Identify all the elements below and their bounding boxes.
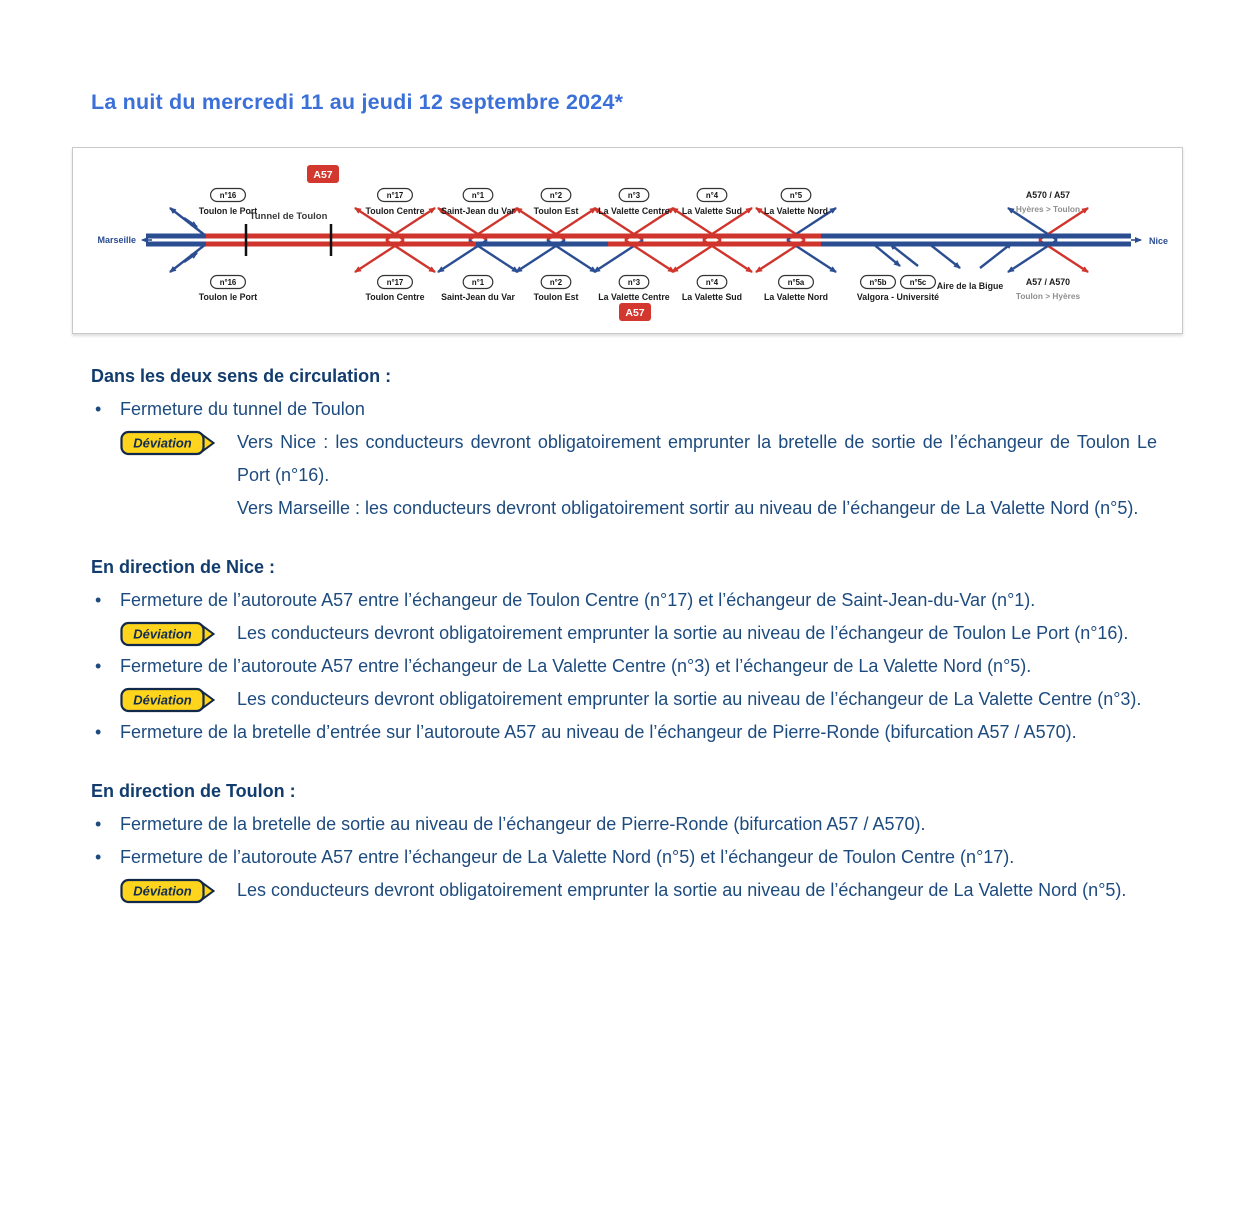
section-heading: En direction de Toulon :: [91, 781, 296, 801]
deviation-item: [120, 683, 1157, 716]
closure-item: [91, 650, 1157, 683]
exit-number-label: n°5c: [909, 278, 927, 287]
bifurcation-sublabel-top: Hyères > Toulon: [1015, 204, 1081, 214]
deviation-text: [237, 617, 1157, 650]
bullet-dot-icon: •: [95, 722, 102, 742]
exit-number-label: n°2: [549, 278, 563, 287]
bullet-dot-icon: •: [95, 814, 102, 834]
interchange-label-top: Saint-Jean du Var: [441, 206, 515, 216]
deviation-item: [120, 426, 1157, 525]
exit-number-label: n°17: [386, 191, 404, 200]
page-title: La nuit du mercredi 11 au jeudi 12 septembre 2024*: [91, 90, 624, 114]
interchange-label-top: Toulon Centre: [365, 206, 425, 216]
bifurcation-label-top: A570 / A57: [1025, 190, 1071, 200]
exit-number-label: n°4: [705, 278, 719, 287]
interchange-label-bottom: Saint-Jean du Var: [441, 292, 515, 302]
deviation-badge: [120, 621, 216, 647]
closure-sections: [91, 360, 1157, 907]
ramp-line: [980, 243, 1012, 268]
bullet-dot-icon: •: [95, 399, 102, 419]
exit-number-label: n°16: [219, 278, 237, 287]
exit-number-label: n°3: [627, 191, 641, 200]
closure-item: [91, 716, 1157, 749]
deviation-paragraph: Les conducteurs devront obligatoirement emprunter la sortie au niveau de l’échangeur de La Valette Nord (n°5).: [237, 880, 1127, 900]
closure-item: [91, 584, 1157, 617]
interchange-label-top: La Valette Sud: [681, 206, 743, 216]
exit-number-label: n°17: [386, 278, 404, 287]
interchange-label-bottom: Valgora - Université: [856, 292, 940, 302]
deviation-badge-label: Déviation: [133, 692, 192, 708]
section-heading: En direction de Nice :: [91, 557, 276, 577]
ramp-line: [184, 218, 197, 227]
deviation-badge-label: Déviation: [133, 435, 192, 451]
a57-badge-label: A57: [313, 169, 333, 181]
exit-number-label: n°1: [471, 191, 485, 200]
deviation-text: [237, 426, 1157, 525]
bullet-dot-icon: •: [95, 590, 102, 610]
interchange-label-top: La Valette Centre: [598, 206, 670, 216]
closure-text: Fermeture de l’autoroute A57 entre l’échangeur de La Valette Centre (n°3) et l’échangeur de La Valette Nord (n°5).: [120, 656, 1032, 676]
exit-number-label: n°5: [789, 191, 803, 200]
closure-item: [91, 393, 1157, 426]
interchange-label-bottom: Toulon le Port: [198, 292, 258, 302]
closure-text: Fermeture du tunnel de Toulon: [120, 399, 365, 419]
interchange-label-bottom: La Valette Centre: [598, 292, 670, 302]
deviation-item: [120, 874, 1157, 907]
interchange-label-top: Toulon Est: [533, 206, 579, 216]
closure-item: [91, 841, 1157, 874]
closure-item: [91, 808, 1157, 841]
exit-number-label: n°5b: [869, 278, 887, 287]
highway-diagram: [72, 147, 1183, 334]
bullet-dot-icon: •: [95, 656, 102, 676]
endpoint-nice-label: Nice: [1149, 236, 1169, 246]
exit-number-label: n°2: [549, 191, 563, 200]
closure-text: Fermeture de l’autoroute A57 entre l’échangeur de Toulon Centre (n°17) et l’échangeur de Saint-Jean-du-Var (n°1).: [120, 590, 1036, 610]
exit-number-label: n°16: [219, 191, 237, 200]
deviation-paragraph: Vers Nice : les conducteurs devront obligatoirement emprunter la bretelle de sortie de l’échangeur de Toulon Le Port (n°16).: [237, 432, 1157, 485]
deviation-paragraph: Les conducteurs devront obligatoirement emprunter la sortie au niveau de l’échangeur de La Valette Centre (n°3).: [237, 689, 1142, 709]
deviation-badge: [120, 430, 216, 456]
deviation-paragraph: Les conducteurs devront obligatoirement emprunter la sortie au niveau de l’échangeur de Toulon Le Port (n°16).: [237, 623, 1129, 643]
bullet-dot-icon: •: [95, 847, 102, 867]
exit-number-label: n°4: [705, 191, 719, 200]
ramp-line: [184, 253, 197, 262]
closure-text: Fermeture de la bretelle de sortie au niveau de l’échangeur de Pierre-Ronde (bifurcation A57 / A570).: [120, 814, 926, 834]
deviation-badge-label: Déviation: [133, 883, 192, 899]
endpoint-marseille-label: Marseille: [97, 235, 136, 245]
rest-area-label: Aire de la Bigue: [936, 281, 1004, 291]
interchange-label-top: Toulon le Port: [198, 206, 258, 216]
bifurcation-label-bottom: A57 / A570: [1025, 277, 1071, 287]
interchange-label-bottom: La Valette Nord: [763, 292, 829, 302]
exit-number-label: n°3: [627, 278, 641, 287]
interchange-label-bottom: La Valette Sud: [681, 292, 743, 302]
deviation-text: [237, 874, 1157, 907]
interchange-label-bottom: Toulon Centre: [365, 292, 425, 302]
exit-number-label: n°1: [471, 278, 485, 287]
a57-badge-label: A57: [625, 307, 645, 319]
deviation-paragraph: Vers Marseille : les conducteurs devront obligatoirement sortir au niveau de l’échangeur de La Valette Nord (n°5).: [237, 498, 1139, 518]
interchange-label-top: La Valette Nord: [763, 206, 829, 216]
a57-diagram-svg: [73, 148, 1182, 333]
bifurcation-sublabel-bottom: Toulon > Hyères: [1015, 291, 1081, 301]
deviation-text: [237, 683, 1157, 716]
ramp-line: [928, 243, 960, 268]
interchange-label-bottom: Toulon Est: [533, 292, 579, 302]
deviation-badge: [120, 687, 216, 713]
closure-text: Fermeture de la bretelle d’entrée sur l’autoroute A57 au niveau de l’échangeur de Pierre-Ronde (bifurcation A57 / A570).: [120, 722, 1077, 742]
deviation-badge-label: Déviation: [133, 626, 192, 642]
section-heading: Dans les deux sens de circulation :: [91, 366, 392, 386]
deviation-item: [120, 617, 1157, 650]
tunnel-label: Tunnel de Toulon: [249, 211, 328, 222]
deviation-badge: [120, 878, 216, 904]
closure-text: Fermeture de l’autoroute A57 entre l’échangeur de La Valette Nord (n°5) et l’échangeur de Toulon Centre (n°17).: [120, 847, 1015, 867]
exit-number-label: n°5a: [787, 278, 805, 287]
